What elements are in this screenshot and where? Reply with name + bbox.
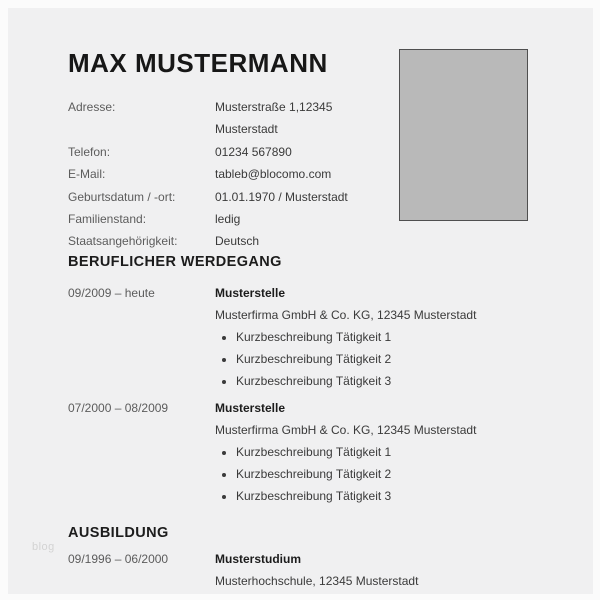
contact-row <box>68 230 398 252</box>
section-title-education: AUSBILDUNG <box>68 525 169 541</box>
bullet-item: • Kurzbeschreibung Tätigkeit 1 <box>236 326 538 348</box>
section-title-work: BERUFLICHER WERDEGANG <box>68 254 282 270</box>
contact-row <box>68 163 398 185</box>
watermark: blog <box>32 541 55 553</box>
contact-details <box>68 96 398 253</box>
work-entry <box>68 397 538 507</box>
entry-date: 07/2000 – 08/2009 <box>68 401 169 415</box>
section-work-history <box>68 254 538 512</box>
contact-label: Staatsangehörigkeit: <box>68 234 178 249</box>
bullet-item: • Kurzbeschreibung Tätigkeit 3 <box>236 485 538 507</box>
bullet-item: • Kurzbeschreibung Tätigkeit 1 <box>236 441 538 463</box>
contact-label: Telefon: <box>68 144 111 159</box>
contact-label: Familienstand: <box>68 212 147 227</box>
entry-title: Musterstelle <box>215 401 286 415</box>
photo-placeholder <box>399 49 528 221</box>
work-entry <box>68 282 538 392</box>
contact-row <box>68 208 398 230</box>
contact-row <box>68 96 398 141</box>
entry-date: 09/1996 – 06/2000 <box>68 552 169 566</box>
contact-label: E-Mail: <box>68 167 106 182</box>
contact-value-phone: 01234 567890 <box>215 144 292 159</box>
education-entry <box>68 548 538 592</box>
contact-value-address: Musterstraße 1,12345 Musterstadt <box>215 100 333 137</box>
entry-title: Musterstelle <box>215 286 286 300</box>
contact-value-marital: ledig <box>215 212 241 227</box>
contact-row <box>68 141 398 163</box>
entry-bullet-list <box>215 441 538 507</box>
entry-subtitle: Musterfirma GmbH & Co. KG, 12345 Musterstadt <box>215 308 477 322</box>
contact-label: Geburtsdatum / -ort: <box>68 189 176 204</box>
entry-content <box>215 397 538 507</box>
entry-subtitle: Musterfirma GmbH & Co. KG, 12345 Musterstadt <box>215 423 477 437</box>
contact-value-birth: 01.01.1970 / Musterstadt <box>215 189 348 204</box>
section-education <box>68 525 538 597</box>
bullet-item: • Kurzbeschreibung Tätigkeit 2 <box>236 463 538 485</box>
entry-bullet-list <box>215 326 538 392</box>
entry-content <box>215 282 538 392</box>
contact-row <box>68 186 398 208</box>
entry-date: 09/2009 – heute <box>68 286 155 300</box>
bullet-item: • Kurzbeschreibung Tätigkeit 3 <box>236 370 538 392</box>
contact-label: Adresse: <box>68 100 116 114</box>
bullet-item: • Kurzbeschreibung Tätigkeit 2 <box>236 348 538 370</box>
contact-value-nationality: Deutsch <box>215 234 260 249</box>
page-title: MAX MUSTERMANN <box>68 48 328 78</box>
entry-subtitle: Musterhochschule, 12345 Musterstadt <box>215 574 419 588</box>
entry-content <box>215 548 538 592</box>
entry-title: Musterstudium <box>215 552 302 566</box>
contact-value-email: tableb@blocomo.com <box>215 167 332 182</box>
